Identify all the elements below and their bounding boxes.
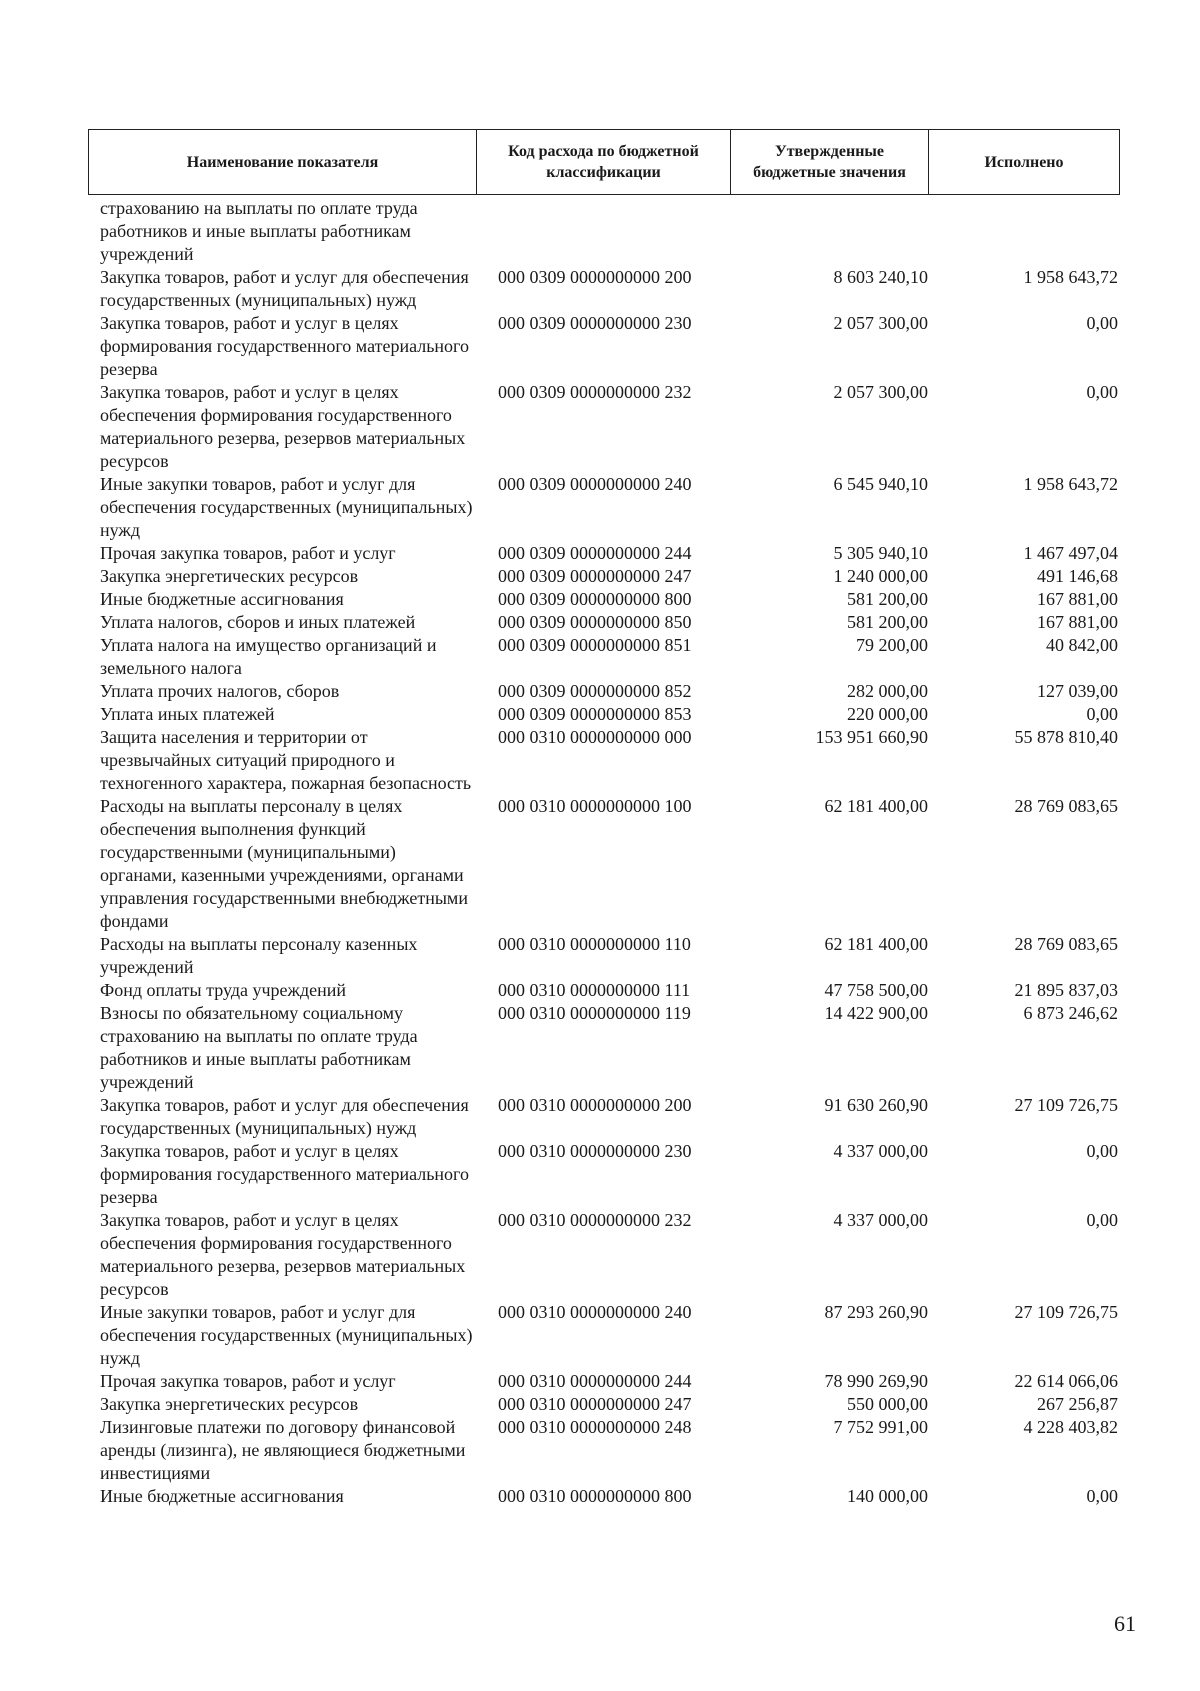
- table-row: [0, 634, 1200, 680]
- row-approved-value: 14 422 900,00: [824, 1003, 928, 1023]
- table-row: [0, 381, 1200, 473]
- row-name: Закупка товаров, работ и услуг в целях обеспечения формирования государственного материального резерва, резервов материальных ресурсов: [100, 382, 466, 471]
- row-approved-value: 4 337 000,00: [833, 1210, 928, 1230]
- table-row: [0, 588, 1200, 611]
- row-executed-value: 6 873 246,62: [1023, 1003, 1118, 1023]
- row-approved-value: 62 181 400,00: [824, 796, 928, 816]
- row-approved-value: [738, 197, 928, 266]
- row-executed-value: 127 039,00: [1037, 681, 1118, 701]
- row-name: Расходы на выплаты персоналу в целях обеспечения выполнения функций государственными (муниципальными) органами, казенными учреждениями, органами управления государственными внебюджетными фондами: [100, 796, 468, 931]
- table-row: [0, 1140, 1200, 1209]
- row-executed-value: 1 958 643,72: [1023, 474, 1118, 494]
- row-name: Закупка энергетических ресурсов: [100, 1394, 359, 1414]
- row-executed-value: 4 228 403,82: [1023, 1417, 1118, 1437]
- row-executed-value: [928, 197, 1118, 266]
- row-executed-value: 167 881,00: [1037, 589, 1118, 609]
- row-executed-value: 0,00: [1086, 1141, 1118, 1161]
- row-name: Закупка энергетических ресурсов: [100, 566, 359, 586]
- row-executed-value: 167 881,00: [1037, 612, 1118, 632]
- row-approved-value: 78 990 269,90: [824, 1371, 928, 1391]
- row-approved-value: 5 305 940,10: [833, 543, 928, 563]
- table-row: [0, 979, 1200, 1002]
- row-approved-value: 140 000,00: [847, 1486, 928, 1506]
- row-approved-value: 153 951 660,90: [815, 727, 928, 747]
- row-name: Прочая закупка товаров, работ и услуг: [100, 543, 396, 563]
- row-approved-value: 6 545 940,10: [833, 474, 928, 494]
- row-executed-value: 0,00: [1086, 1486, 1118, 1506]
- table-row: [0, 312, 1200, 381]
- row-code: 000 0310 0000000000 100: [498, 796, 692, 816]
- header-executed-column: Исполнено: [984, 153, 1064, 171]
- table-row: [0, 795, 1200, 933]
- row-code: 000 0310 0000000000 232: [498, 1210, 692, 1230]
- row-name: Уплата налогов, сборов и иных платежей: [100, 612, 416, 632]
- header-name-column: Наименование показателя: [89, 130, 477, 194]
- row-code: 000 0310 0000000000 244: [498, 1371, 692, 1391]
- row-name: Взносы по обязательному социальному страхованию на выплаты по оплате труда работников и иные выплаты работникам учреждений: [100, 1003, 418, 1092]
- table-row: [0, 1485, 1200, 1508]
- table-row: [0, 1094, 1200, 1140]
- row-name: Фонд оплаты труда учреждений: [100, 980, 346, 1000]
- row-code: 000 0309 0000000000 230: [498, 313, 692, 333]
- table-row: [0, 565, 1200, 588]
- table-row: [0, 1370, 1200, 1393]
- row-code: 000 0309 0000000000 850: [498, 612, 692, 632]
- row-code: 000 0310 0000000000 800: [498, 1486, 692, 1506]
- row-name: Уплата иных платежей: [100, 704, 275, 724]
- table-row: [0, 726, 1200, 795]
- row-executed-value: 27 109 726,75: [1014, 1095, 1118, 1115]
- row-approved-value: 91 630 260,90: [824, 1095, 928, 1115]
- header-approved-column: Утвержденные бюджетные значения: [731, 130, 929, 194]
- row-name: страхованию на выплаты по оплате труда работников и иные выплаты работникам учреждений: [100, 198, 418, 264]
- row-approved-value: 62 181 400,00: [824, 934, 928, 954]
- row-code: 000 0309 0000000000 200: [498, 267, 692, 287]
- header-code-column: Код расхода по бюджетной классификации: [477, 130, 731, 194]
- row-name: Иные закупки товаров, работ и услуг для обеспечения государственных (муниципальных) нужд: [100, 1302, 473, 1368]
- row-name: Уплата налога на имущество организаций и земельного налога: [100, 635, 437, 678]
- row-name: Иные закупки товаров, работ и услуг для обеспечения государственных (муниципальных) нужд: [100, 474, 473, 540]
- row-executed-value: 21 895 837,03: [1014, 980, 1118, 1000]
- row-code: 000 0309 0000000000 232: [498, 382, 692, 402]
- row-name: Закупка товаров, работ и услуг в целях формирования государственного материального резерва: [100, 1141, 469, 1207]
- row-approved-value: 550 000,00: [847, 1394, 928, 1414]
- table-row: [0, 1416, 1200, 1485]
- row-approved-value: 2 057 300,00: [833, 382, 928, 402]
- row-approved-value: 220 000,00: [847, 704, 928, 724]
- row-executed-value: 22 614 066,06: [1014, 1371, 1118, 1391]
- row-approved-value: 79 200,00: [856, 635, 928, 655]
- row-executed-value: 1 958 643,72: [1023, 267, 1118, 287]
- table-row: [0, 1393, 1200, 1416]
- row-code: 000 0309 0000000000 240: [498, 474, 692, 494]
- table-row: [0, 197, 1200, 266]
- row-name: Расходы на выплаты персоналу казенных учреждений: [100, 934, 418, 977]
- table-row: [0, 473, 1200, 542]
- row-approved-value: 47 758 500,00: [824, 980, 928, 1000]
- row-executed-value: 267 256,87: [1037, 1394, 1118, 1414]
- table-body: [0, 197, 1200, 1508]
- row-executed-value: 491 146,68: [1037, 566, 1118, 586]
- row-code: 000 0309 0000000000 247: [498, 566, 692, 586]
- row-executed-value: 0,00: [1086, 1210, 1118, 1230]
- row-name: Закупка товаров, работ и услуг для обеспечения государственных (муниципальных) нужд: [100, 267, 469, 310]
- row-code: 000 0310 0000000000 200: [498, 1095, 692, 1115]
- row-code: 000 0310 0000000000 240: [498, 1302, 692, 1322]
- row-executed-value: 27 109 726,75: [1014, 1302, 1118, 1322]
- row-executed-value: 28 769 083,65: [1014, 796, 1118, 816]
- table-row: [0, 680, 1200, 703]
- page-number: 61: [1114, 1611, 1136, 1636]
- row-approved-value: 282 000,00: [847, 681, 928, 701]
- row-code: 000 0309 0000000000 853: [498, 704, 692, 724]
- row-name: Лизинговые платежи по договору финансовой аренды (лизинга), не являющиеся бюджетными инвестициями: [100, 1417, 466, 1483]
- row-name: Закупка товаров, работ и услуг в целях обеспечения формирования государственного материального резерва, резервов материальных ресурсов: [100, 1210, 466, 1299]
- row-code: 000 0309 0000000000 852: [498, 681, 692, 701]
- row-name: Закупка товаров, работ и услуг для обеспечения государственных (муниципальных) нужд: [100, 1095, 469, 1138]
- row-code: 000 0310 0000000000 230: [498, 1141, 692, 1161]
- table-row: [0, 933, 1200, 979]
- row-executed-value: 55 878 810,40: [1014, 727, 1118, 747]
- table-row: [0, 703, 1200, 726]
- row-code: 000 0310 0000000000 248: [498, 1417, 692, 1437]
- table-row: [0, 611, 1200, 634]
- row-executed-value: 0,00: [1086, 313, 1118, 333]
- row-code: 000 0310 0000000000 000: [498, 727, 692, 747]
- row-approved-value: 1 240 000,00: [833, 566, 928, 586]
- table-row: [0, 542, 1200, 565]
- row-code: 000 0309 0000000000 800: [498, 589, 692, 609]
- row-approved-value: 7 752 991,00: [833, 1417, 928, 1437]
- row-approved-value: 581 200,00: [847, 589, 928, 609]
- row-code: 000 0309 0000000000 244: [498, 543, 692, 563]
- row-code: 000 0310 0000000000 247: [498, 1394, 692, 1414]
- row-name: Защита населения и территории от чрезвычайных ситуаций природного и техногенного характера, пожарная безопасность: [100, 727, 472, 793]
- row-executed-value: 1 467 497,04: [1023, 543, 1118, 563]
- row-name: Закупка товаров, работ и услуг в целях формирования государственного материального резерва: [100, 313, 469, 379]
- row-executed-value: 28 769 083,65: [1014, 934, 1118, 954]
- table-row: [0, 1209, 1200, 1301]
- row-name: Иные бюджетные ассигнования: [100, 589, 344, 609]
- table-header: [88, 129, 1120, 195]
- row-approved-value: 8 603 240,10: [833, 267, 928, 287]
- row-approved-value: 2 057 300,00: [833, 313, 928, 333]
- table-row: [0, 1301, 1200, 1370]
- row-executed-value: 0,00: [1086, 382, 1118, 402]
- table-row: [0, 266, 1200, 312]
- row-approved-value: 4 337 000,00: [833, 1141, 928, 1161]
- row-name: Иные бюджетные ассигнования: [100, 1486, 344, 1506]
- table-row: [0, 1002, 1200, 1094]
- row-executed-value: 40 842,00: [1046, 635, 1118, 655]
- row-name: Прочая закупка товаров, работ и услуг: [100, 1371, 396, 1391]
- row-code: 000 0310 0000000000 110: [498, 934, 691, 954]
- row-approved-value: 581 200,00: [847, 612, 928, 632]
- row-code: 000 0309 0000000000 851: [498, 635, 692, 655]
- row-code: 000 0310 0000000000 111: [498, 980, 691, 1000]
- row-executed-value: 0,00: [1086, 704, 1118, 724]
- row-code: [476, 197, 738, 266]
- row-name: Уплата прочих налогов, сборов: [100, 681, 340, 701]
- row-code: 000 0310 0000000000 119: [498, 1003, 691, 1023]
- row-approved-value: 87 293 260,90: [824, 1302, 928, 1322]
